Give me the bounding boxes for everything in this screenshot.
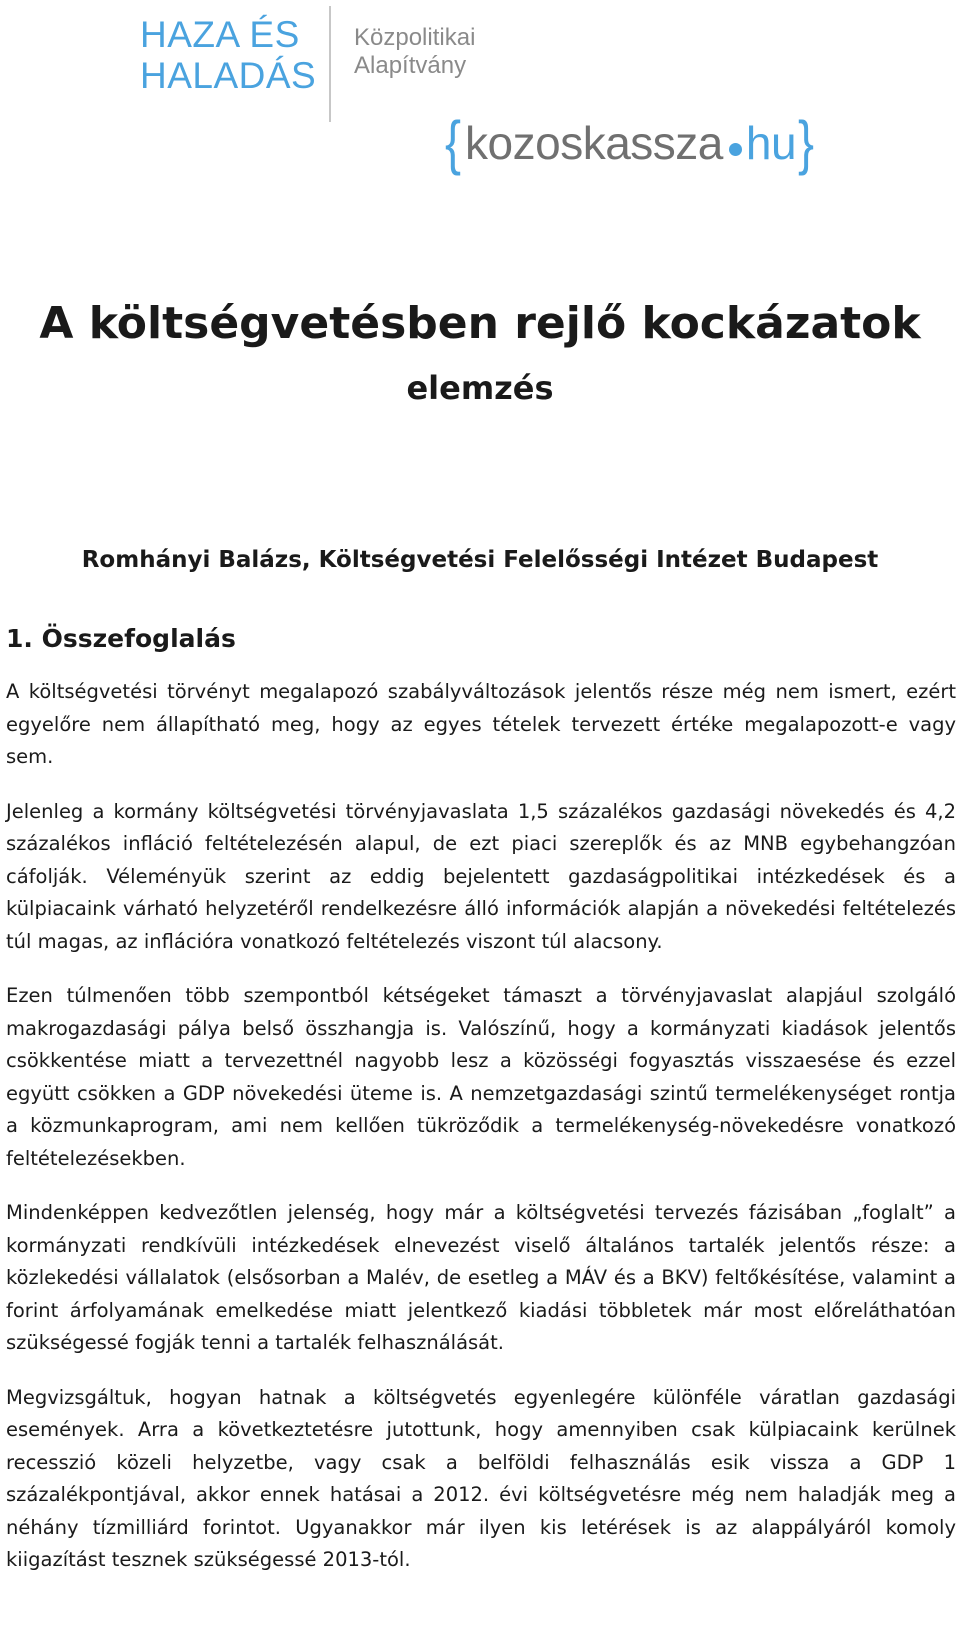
paragraph-3: Ezen túlmenően több szempontból kétségeket támaszt a törvényjavaslat alapjául szolgáló makrogazdasági pálya belső összhangja is. Valószínű, hogy a kormányzati kiadások jelentős csökkentése miatt a tervezettnél nagyobb lesz a közösségi fogyasztás visszaesése és ezzel együtt csökken a GDP növekedési üteme is. A nemzetgazdasági szintű termelékenységet rontja a közmunkaprogram, ami nem kellően tükröződik a termelékenység-növekedésre vonatkozó feltételezésekben. (6, 984, 956, 1170)
document-title: A költségvetésben rejlő kockázatok (39, 298, 921, 349)
logo-subtitle (354, 24, 475, 80)
paragraph-1: A költségvetési törvényt megalapozó szabályváltozások jelentős része még nem ismert, ezért egyelőre nem állapítható meg, hogy az egyes tételek tervezett értéke megalapozott-e vagy sem. (6, 680, 956, 768)
paragraph-4: Mindenképpen kedvezőtlen jelenség, hogy már a költségvetési tervezés fázisában „foglalt” a kormányzati rendkívüli intézkedések elnevezést viselő általános tartalék jelentős része: a közlekedési vállalatok (elsősorban a Malév, de esetleg a MÁV és a BKV) feltőkésítése, valamint a forint árfolyamának emelkedése miatt jelentkező kiadási többletek már most előreláthatóan szükségessé fogják tenni a tartalék felhasználását. (6, 1201, 956, 1354)
logo-sub-line-2: Alapítvány (354, 52, 467, 79)
logo-line-1: HAZA ÉS (140, 14, 300, 55)
logo-brace-open: { (445, 109, 462, 176)
logo-dot-icon (729, 143, 742, 156)
logo-tld: hu (745, 117, 797, 169)
author-line: Romhányi Balázs, Költségvetési Felelősségi Intézet Budapest (81, 547, 879, 573)
section-heading: 1. Összefoglalás (6, 624, 236, 653)
paragraph-5: Megvizsgáltuk, hogyan hatnak a költségvetés egyenlegére különféle váratlan gazdasági események. Arra a következtetésre jutottunk, hogy amennyiben csak külpiacaink kerülnek recesszió közeli helyzetbe, vagy csak a belföldi felhasználás esik vissza a GDP 1 százalékpontjával, akkor ennek hatásai a 2012. évi költségvetésre még nem haladják meg a néhány tízmilliárd forintot. Ugyanakkor már ilyen kis letérések is az alappályáról komoly kiigazítást tesznek szükségessé 2013-tól. (6, 1385, 956, 1571)
summary-body (6, 676, 956, 1599)
logo-wordmark (140, 14, 315, 96)
logo-sub-line-1: Közpolitikai (354, 24, 476, 51)
logo-name: kozoskassza (465, 117, 723, 169)
paragraph-2: Jelenleg a kormány költségvetési törvényjavaslata 1,5 százalékos gazdasági növekedés és 4,2 százalékos infláció feltételezésén alapul, de ezt piaci szereplők és az MNB egybehangzóan cáfolják. Véleményük szerint az eddig bejelentett gazdaságpolitikai intézkedések és a külpiacaink várható helyzetéről rendelkezésre álló információk alapján a növekedési feltételezés túl magas, az inflációra vonatkozó feltételezés viszont túl alacsony. (6, 799, 956, 953)
logo-line-2: HALADÁS (140, 55, 317, 96)
logo-divider (329, 6, 331, 122)
kozoskassza-logo (443, 110, 816, 176)
logo-brace-close: } (798, 109, 815, 176)
document-subtitle: elemzés (406, 369, 554, 407)
